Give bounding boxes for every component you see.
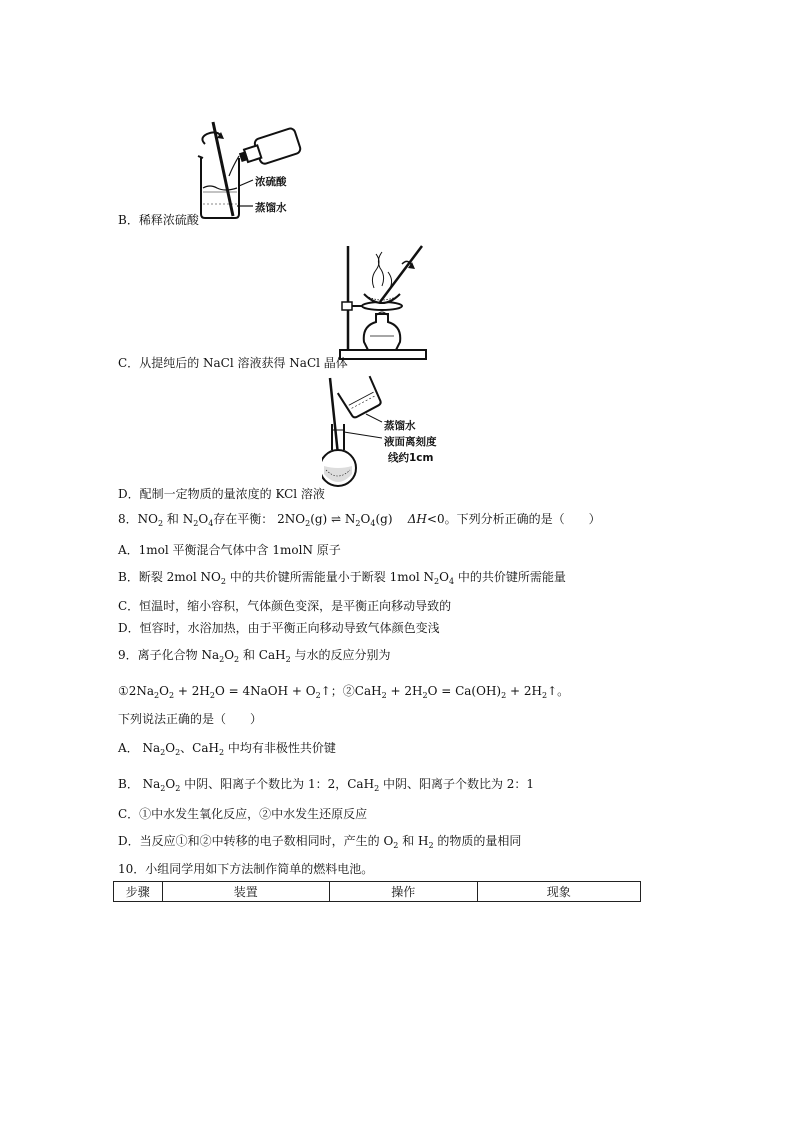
q9-question: 下列说法正确的是（ ） [118, 712, 263, 726]
q9-option-b: B． $Na_2O_2$ 中阴、阳离子个数比为 1：2，CaH$_2$ 中阴、阳离子个数比为 2：1 [118, 777, 535, 793]
q9-option-d: D．当反应①和②中转移的电子数相同时，产生的 $O_2$ 和 $H_2$ 的物质的量相同 [118, 834, 522, 850]
q8-stem: 8．$NO_2$ 和 $N_2O_4$存在平衡： $2NO_2(g)$ ⇌ $N_2O_4(g)$ ΔH<0。下列分析正确的是（ ） [118, 512, 601, 528]
label-mark-1: 液面离刻度 [384, 436, 437, 448]
table-header-cell: 现象 [477, 882, 640, 902]
label-water: 蒸馏水 [255, 202, 287, 214]
label-acid: 浓硫酸 [255, 176, 287, 188]
figure-volumetric-flask [322, 374, 434, 492]
table-header-cell: 操作 [329, 882, 477, 902]
q8-option-d: D．恒容时，水浴加热，由于平衡正向移动导致气体颜色变浅 [118, 621, 440, 635]
q9-reactions: $①2Na_2O_2 + 2H_2O$ = 4NaOH + $O_2↑$；②CaH$_2$ + $2H_2O = Ca(OH)_2$ + $2H_2↑$。 [118, 684, 570, 700]
q8-option-c: C．恒温时，缩小容积，气体颜色变深，是平衡正向移动导致的 [118, 599, 452, 613]
table-header-cell: 装置 [162, 882, 329, 902]
table-header-row [114, 882, 641, 902]
q7-option-b: B．稀释浓硫酸 [118, 213, 199, 227]
q8-option-a: A．1mol 平衡混合气体中含 1molN 原子 [118, 543, 341, 557]
q10-stem: 10．小组同学用如下方法制作简单的燃料电池。 [118, 862, 374, 876]
q10-table [113, 881, 641, 902]
q9-option-c: C．①中水发生氧化反应，②中水发生还原反应 [118, 807, 368, 821]
label-mark-2: 线约1cm [388, 452, 434, 464]
label-flask-water: 蒸馏水 [384, 420, 416, 432]
q7-option-d: D．配制一定物质的量浓度的 KCl 溶液 [118, 487, 325, 501]
q9-stem: 9．离子化合物 $Na_2O_2$ 和 CaH$_2$ 与水的反应分别为 [118, 648, 391, 664]
table-header-cell: 步骤 [114, 882, 163, 902]
q8-option-b: B．断裂 2mol $NO_2$ 中的共价键所需能量小于断裂 1mol $N_2O_4$ 中的共价键所需能量 [118, 570, 566, 586]
q7-option-c: C．从提纯后的 NaCl 溶液获得 NaCl 晶体 [118, 356, 348, 370]
q9-option-a: A． $Na_2O_2$、CaH$_2$ 中均有非极性共价键 [118, 741, 336, 757]
figure-evaporation [336, 242, 432, 362]
